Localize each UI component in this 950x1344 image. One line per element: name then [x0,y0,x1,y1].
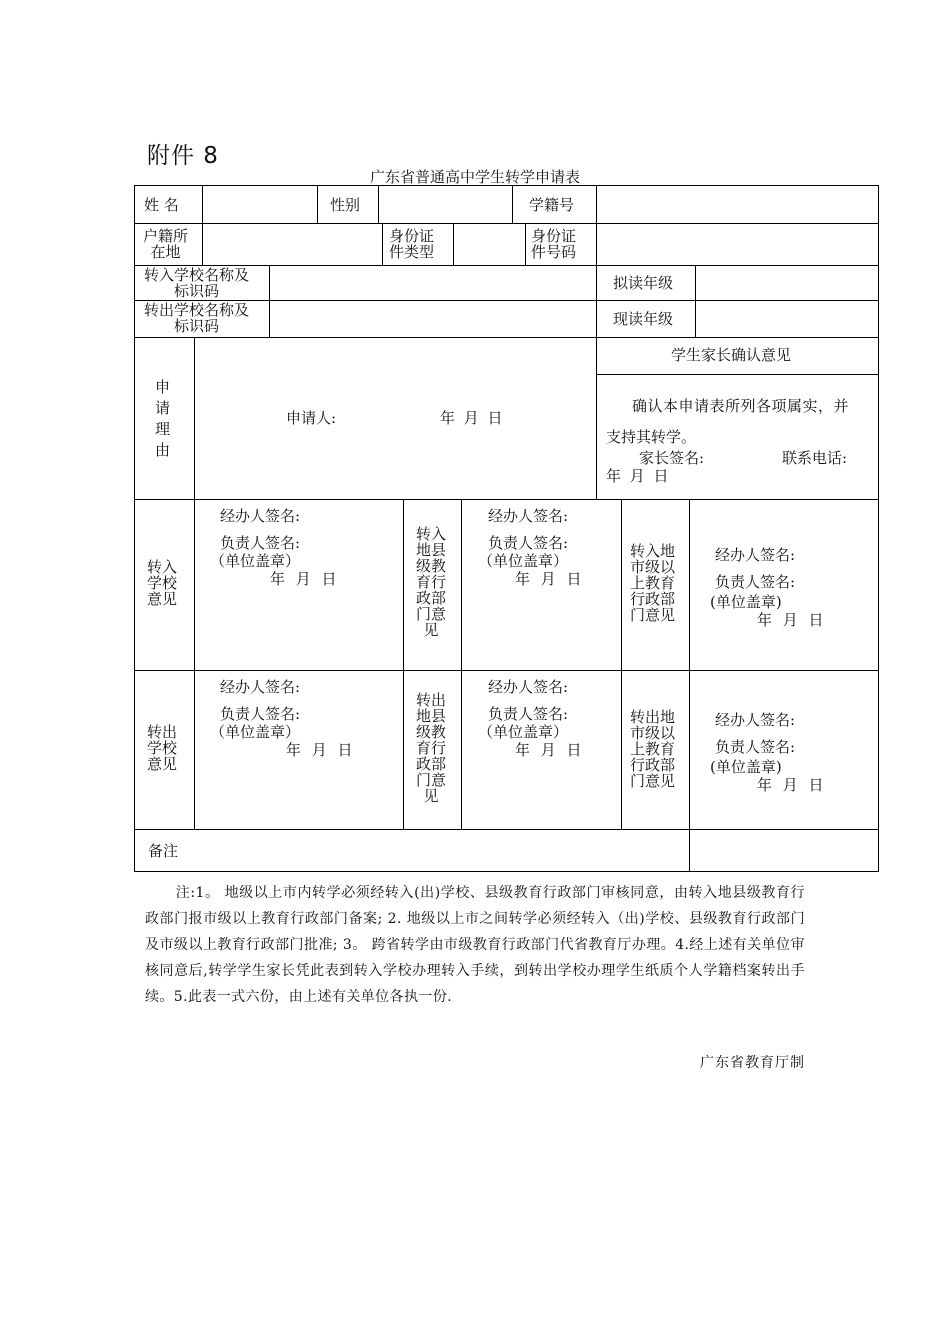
county-in-handler: 经办人签名: [488,507,569,525]
transfer-out-school-label [144,302,249,334]
col-line [689,499,690,871]
col-line [621,499,622,829]
col-line [317,186,318,223]
city-label-line: 转入地 [630,542,676,560]
name-label: 姓 名 [144,196,179,214]
county-in-seal: （单位盖章） [478,552,569,570]
county-label-line: 门意 [416,605,447,623]
city-out-date: 年 月 日 [757,776,827,794]
city-label-line: 上教育 [630,574,676,592]
county-label-line: 见 [423,621,439,639]
county-out-responsible: 负责人签名: [488,705,569,723]
parent-heading: 学生家长确认意见 [671,346,792,364]
col-line [453,223,454,265]
city-label-line: 行政部 [630,756,676,774]
opinion-label-line: 学校 [147,739,178,757]
county-in-label [416,526,446,638]
remarks-label: 备注 [148,842,179,860]
transfer-in-school-opinion-label [147,559,177,607]
parent-date: 年 月 日 [606,467,671,485]
gender-label: 性别 [330,196,361,214]
col-line [695,265,696,337]
id-number-label [531,228,576,260]
county-out-seal: （单位盖章） [478,723,569,741]
household-label-line: 户籍所 [143,227,189,245]
school-out-responsible: 负责人签名: [220,705,301,723]
form-title [0,166,950,187]
city-label-line: 门意见 [630,606,676,624]
city-label-line: 行政部 [630,590,676,608]
county-label-line: 级教 [416,723,447,741]
col-line [194,337,195,829]
id-number-label-line: 身份证 [531,227,577,245]
county-label-line: 育行 [416,573,447,591]
col-line [525,223,526,265]
transfer-out-school-label-line: 标识码 [174,317,220,335]
col-line [596,223,597,265]
reason-label-char: 理 [155,420,171,438]
row-line [135,223,878,224]
reason-label-char: 由 [155,441,171,459]
school-in-seal: （单位盖章） [210,552,301,570]
household-label [143,228,188,260]
county-label-line: 地县 [416,541,447,559]
county-label-line: 见 [423,787,439,805]
school-in-responsible: 负责人签名: [220,534,301,552]
school-in-handler: 经办人签名: [220,507,301,525]
parent-signature-label: 家长签名: [639,449,705,467]
col-line [596,265,597,337]
city-in-handler: 经办人签名: [715,546,796,564]
col-line [378,186,379,223]
city-in-responsible: 负责人签名: [715,573,796,591]
city-label-line: 市级以 [630,558,676,576]
city-in-date: 年 月 日 [757,611,827,629]
col-line [202,223,203,265]
transfer-in-school-label-line: 标识码 [174,282,220,300]
county-label-line: 转出 [416,691,447,709]
col-line [269,265,270,337]
transfer-out-school-label-line: 转出学校名称及 [144,301,250,319]
county-in-date: 年 月 日 [515,570,585,588]
form-title-text: 广东省普通高中学生转学申请表 [369,168,580,186]
county-label-line: 转入 [416,525,447,543]
id-type-label-line: 身份证 [389,227,435,245]
col-line [596,186,597,223]
city-out-responsible: 负责人签名: [715,738,796,756]
application-form-table [134,185,879,872]
reason-label-char: 申 [155,378,171,396]
county-label-line: 级教 [416,557,447,575]
col-line [382,223,383,265]
school-out-seal: （单位盖章） [210,723,301,741]
col-line [512,186,513,223]
opinion-label-line: 转出 [147,723,178,741]
applicant-label: 申请人: [286,409,337,427]
city-out-seal: (单位盖章) [710,758,782,776]
parent-statement-line1: 确认本申请表所列各项属实，并 [632,397,850,415]
id-number-label-line: 件号码 [531,243,577,261]
col-line [403,499,404,829]
household-label-line: 在地 [150,243,181,261]
reason-label [155,377,170,461]
row-line [135,829,878,830]
issuer-label: 广东省教育厅制 [700,1055,805,1071]
city-in-label [630,543,675,623]
opinion-label-line: 意见 [147,755,178,773]
school-out-date: 年 月 日 [286,741,356,759]
county-label-line: 政部 [416,589,447,607]
reason-label-char: 请 [155,399,171,417]
id-type-label [389,228,434,260]
col-line [596,337,597,499]
col-line [461,499,462,829]
parent-statement-line2: 支持其转学。 [606,428,697,446]
transfer-in-school-label-line: 转入学校名称及 [144,266,250,284]
school-in-date: 年 月 日 [270,570,340,588]
county-in-responsible: 负责人签名: [488,534,569,552]
transfer-out-school-opinion-label [147,724,177,772]
county-label-line: 育行 [416,739,447,757]
row-line [135,337,878,338]
notes-paragraph: 注:1。 地级以上市内转学必须经转入(出)学校、县级教育行政部门审核同意，由转入地县级教育行政部门报市级以上教育行政部门备案; 2. 地级以上市之间转学必须经转入（出)学校、县级教育行政部门及市级以上教育行政部门批准; 3。 跨省转学由市级教育行政部门代省教育厅办理。4.经上述有关单位审核同意后,转学学生家长凭此表到转入学校办理转入手续，到转出学校办理学生纸质个人学籍档案转出手续。5.此表一式六份，由上述有关单位各执一份. [145,885,805,1005]
col-line [202,186,203,223]
reason-date: 年 月 日 [440,409,505,427]
county-label-line: 政部 [416,755,447,773]
id-type-label-line: 件类型 [389,243,435,261]
city-in-seal: (单位盖章) [710,593,782,611]
county-label-line: 地县 [416,707,447,725]
city-label-line: 上教育 [630,740,676,758]
opinion-label-line: 学校 [147,574,178,592]
intended-grade-label: 拟读年级 [613,274,674,292]
city-out-handler: 经办人签名: [715,711,796,729]
row-line [135,670,878,671]
row-line [596,374,878,375]
school-out-handler: 经办人签名: [220,678,301,696]
attachment-label: 附件 8 [147,143,219,169]
county-label-line: 门意 [416,771,447,789]
county-out-date: 年 月 日 [515,741,585,759]
current-grade-label: 现读年级 [613,310,674,328]
city-label-line: 市级以 [630,724,676,742]
county-out-handler: 经办人签名: [488,678,569,696]
row-line [135,499,878,500]
opinion-label-line: 意见 [147,590,178,608]
city-out-label [630,709,675,789]
city-label-line: 转出地 [630,708,676,726]
transfer-in-school-label [144,267,249,299]
student-id-label: 学籍号 [529,196,575,214]
parent-phone-label: 联系电话: [782,449,848,467]
county-out-label [416,692,446,804]
city-label-line: 门意见 [630,772,676,790]
opinion-label-line: 转入 [147,558,178,576]
